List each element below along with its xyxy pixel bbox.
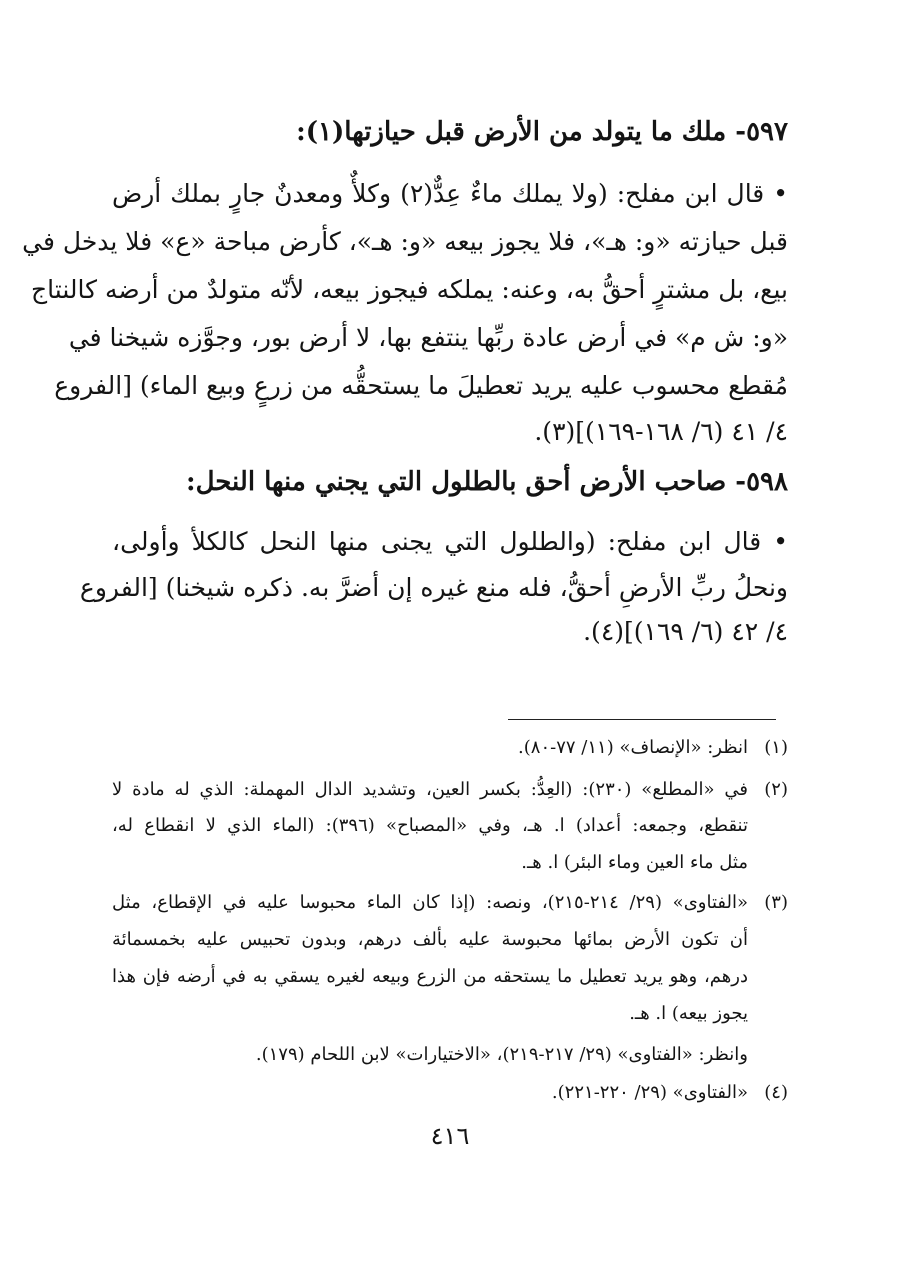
footnote-3-line-2: أن تكون الأرض بمائها محبوسة عليه بألف درهم، وبدون تحبيس عليه بخمسمائة <box>112 929 748 950</box>
footnote-4-line-1: «الفتاوى» (٢٩/ ٢٢٠-٢٢١). <box>551 1082 748 1103</box>
section-598-line-2: ونحلُ ربِّ الأرضِ أحقُّ، فله منع غيره إن أضرَّ به. ذكره شيخنا) [الفروع <box>79 573 788 602</box>
section-598-line-3: ٤/ ٤٢ (٦/ ١٦٩)](٤). <box>583 617 788 646</box>
page-number: ٤١٦ <box>430 1122 470 1150</box>
footnote-1-line-1: انظر: «الإنصاف» (١١/ ٧٧-٨٠). <box>518 737 748 758</box>
section-598-line-1: • قال ابن مفلح: (والطلول التي يجنى منها النحل كالكلأ وأولى، <box>112 527 788 556</box>
section-597-heading: ٥٩٧- ملك ما يتولد من الأرض قبل حيازتها(١): <box>296 117 788 147</box>
footnote-2-number: (٢) <box>764 779 788 800</box>
footnote-3-line-4: يجوز بيعه) ا. هـ. <box>629 1003 748 1024</box>
section-597-line-4: «و: ش م» في أرض عادة ربِّها ينتفع بها، لا أرض بور، وجوَّزه شيخنا في <box>68 323 788 352</box>
footnote-3-line-3: درهم، وهو يريد تعطيل ما يستحقه من الزرع وبيعه لغيره يسقي به في أرضه فإن هذا <box>112 966 748 987</box>
footnote-2-line-1: في «المطلع» (٢٣٠): (العِدُّ: بكسر العين، وتشديد الدال المهملة: الذي له مادة لا <box>112 779 748 800</box>
footnote-separator <box>508 719 776 720</box>
footnote-4-number: (٤) <box>764 1082 788 1103</box>
footnote-3-line-1: «الفتاوى» (٢٩/ ٢١٤-٢١٥)، ونصه: (إذا كان الماء محبوسا عليه في الإقطاع، مثل <box>112 892 748 913</box>
footnote-2-line-2: تنقطع، وجمعه: أعداد) ا. هـ، وفي «المصباح» (٣٩٦): (الماء الذي لا انقطاع له، <box>112 815 748 836</box>
footnote-3-line-5: وانظر: «الفتاوى» (٢٩/ ٢١٧-٢١٩)، «الاختيارات» لابن اللحام (١٧٩). <box>255 1044 748 1065</box>
section-597-line-3: بيع، بل مشترٍ أحقُّ به، وعنه: يملكه فيجوز بيعه، لأنّه متولدٌ من أرضه كالنتاج <box>31 275 788 304</box>
section-597-line-5: مُقطع محسوب عليه يريد تعطيلَ ما يستحقُّه من زرعٍ وبيع الماء) [الفروع <box>54 371 788 400</box>
footnote-2-line-3: مثل ماء العين وماء البئر) ا. هـ. <box>521 852 748 873</box>
section-597-line-1: • قال ابن مفلح: (ولا يملك ماءٌ عِدٌّ(٢) وكلأٌ ومعدنٌ جارٍ بملك أرض <box>112 179 789 208</box>
section-597-line-6: ٤/ ٤١ (٦/ ١٦٨-١٦٩)](٣). <box>534 417 788 446</box>
footnote-3-number: (٣) <box>764 892 788 913</box>
section-598-heading: ٥٩٨- صاحب الأرض أحق بالطلول التي يجني منها النحل: <box>185 467 788 497</box>
section-597-line-2: قبل حيازته «و: هـ»، فلا يجوز بيعه «و: هـ»، كأرض مباحة «ع» فلا يدخل في <box>22 227 788 256</box>
footnote-1-number: (١) <box>764 737 788 758</box>
